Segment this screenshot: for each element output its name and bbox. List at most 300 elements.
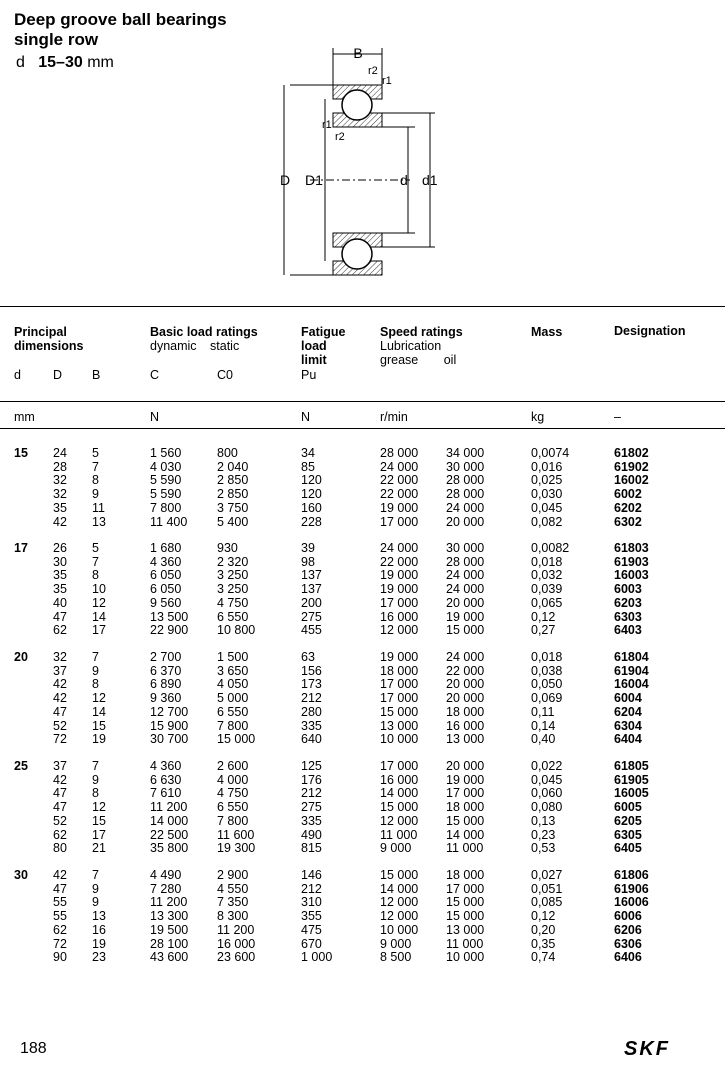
header-principal	[14, 325, 83, 353]
cell-C: 2 700	[150, 650, 182, 664]
subtitle-unit: mm	[87, 54, 114, 71]
cell-speed-grease: 17 000	[380, 595, 419, 610]
cell-B: 7	[92, 868, 99, 882]
cell-speed-grease: 24 000	[380, 541, 419, 555]
cell-mass: 0,0074	[531, 446, 570, 460]
cell-B: 5	[92, 541, 99, 555]
cell-C: 7 610	[150, 786, 182, 801]
cell-C: 9 360	[150, 691, 182, 706]
header-mass-label: Mass	[531, 325, 563, 339]
header-dimensions-label: dimensions	[14, 339, 84, 353]
cell-speed-oil: 24 000	[446, 500, 485, 515]
cell-C0: 7 800	[217, 813, 249, 828]
cell-mass: 0,060	[531, 786, 563, 801]
cell-Pu: 280	[301, 704, 322, 719]
cell-designation: 16002	[614, 473, 649, 488]
cell-B: 9	[92, 487, 99, 502]
cell-mass: 0,027	[531, 868, 563, 882]
cell-Pu: 212	[301, 881, 322, 896]
cell-designation: 61806	[614, 868, 649, 882]
cell-speed-oil: 28 000	[446, 473, 485, 488]
label-d: d	[400, 172, 408, 188]
cell-C: 6 370	[150, 663, 182, 678]
cell-B: 17	[92, 623, 106, 638]
cell-designation: 6305	[614, 827, 642, 842]
label-d1: d1	[422, 172, 438, 188]
cell-C0: 11 600	[217, 827, 255, 842]
cell-B: 9	[92, 881, 99, 896]
label-r2-top: r2	[368, 65, 378, 77]
cell-Pu: 160	[301, 500, 322, 515]
cell-speed-grease: 13 000	[380, 718, 419, 733]
cell-Pu: 335	[301, 813, 322, 828]
cell-B: 9	[92, 663, 99, 678]
table-rule	[0, 428, 725, 429]
cell-speed-oil: 18 000	[446, 868, 485, 882]
cell-speed-grease: 9 000	[380, 841, 412, 856]
cell-C: 43 600	[150, 950, 189, 965]
cell-C: 4 030	[150, 459, 182, 474]
cell-C: 1 680	[150, 541, 182, 555]
cell-Pu: 120	[301, 473, 322, 488]
cell-C0: 10 800	[217, 623, 256, 638]
label-r1-mid: r1	[322, 119, 332, 131]
cell-Pu: 275	[301, 609, 322, 624]
cell-designation: 6004	[614, 691, 642, 706]
cell-C: 22 900	[150, 623, 189, 638]
label-D: D	[280, 172, 291, 188]
cell-speed-oil: 20 000	[446, 759, 485, 773]
cell-D: 62	[53, 827, 67, 842]
header-oil-label: oil	[443, 353, 457, 367]
cell-Pu: 1 000	[301, 950, 333, 965]
cell-speed-grease: 22 000	[380, 473, 419, 488]
cell-speed-oil: 13 000	[446, 922, 485, 937]
cell-designation: 6203	[614, 595, 642, 610]
cell-C: 6 630	[150, 772, 182, 787]
sym-D: D	[53, 368, 63, 382]
cell-designation: 6204	[614, 704, 642, 719]
cell-mass: 0,27	[531, 623, 556, 638]
top-rule	[0, 306, 725, 307]
cell-D: 55	[53, 909, 67, 924]
cell-C0: 4 050	[217, 677, 249, 692]
header-designation	[614, 324, 686, 338]
cell-D: 52	[53, 718, 67, 733]
header-fatigue	[301, 325, 345, 367]
cell-designation: 6206	[614, 922, 642, 937]
sym-C0: C0	[217, 368, 233, 382]
cell-speed-grease: 12 000	[380, 813, 419, 828]
cell-C: 35 800	[150, 841, 189, 856]
cell-mass: 0,025	[531, 473, 563, 488]
title-line-1: Deep groove ball bearings	[14, 10, 227, 29]
subtitle-range: 15–30	[38, 54, 83, 71]
title-line-2: single row	[14, 30, 99, 49]
cell-C0: 15 000	[217, 732, 256, 747]
cell-B: 14	[92, 704, 106, 719]
cell-B: 9	[92, 895, 99, 910]
cell-D: 42	[53, 514, 67, 529]
cell-designation: 61803	[614, 541, 649, 555]
cell-C0: 3 750	[217, 500, 249, 515]
cell-mass: 0,0082	[531, 541, 570, 555]
cell-speed-grease: 10 000	[380, 732, 419, 747]
cell-B: 13	[92, 514, 106, 529]
cell-C0: 5 000	[217, 691, 249, 706]
cell-mass: 0,018	[531, 554, 563, 569]
cell-C0: 8 300	[217, 909, 249, 924]
cell-Pu: 63	[301, 650, 315, 664]
cell-C: 6 050	[150, 568, 182, 583]
cell-Pu: 34	[301, 446, 315, 460]
cell-B: 8	[92, 786, 99, 801]
cell-D: 47	[53, 800, 67, 815]
cell-mass: 0,069	[531, 691, 563, 706]
cell-designation: 6406	[614, 950, 642, 965]
cell-designation: 61802	[614, 446, 649, 460]
cell-Pu: 176	[301, 772, 322, 787]
cell-speed-grease: 9 000	[380, 936, 412, 951]
cell-speed-grease: 12 000	[380, 623, 419, 638]
cell-designation: 6202	[614, 500, 642, 515]
cell-speed-grease: 12 000	[380, 909, 419, 924]
cell-mass: 0,082	[531, 514, 563, 529]
cell-speed-oil: 15 000	[446, 623, 485, 638]
cell-D: 37	[53, 663, 67, 678]
cell-B: 7	[92, 459, 99, 474]
cell-C: 5 590	[150, 487, 182, 502]
unit-kg: kg	[531, 410, 545, 424]
cell-speed-oil: 19 000	[446, 772, 485, 787]
cell-C0: 1 500	[217, 650, 249, 664]
cell-B: 5	[92, 446, 99, 460]
cell-C0: 3 650	[217, 663, 249, 678]
cell-Pu: 815	[301, 841, 322, 856]
cell-mass: 0,35	[531, 936, 556, 951]
cell-Pu: 173	[301, 677, 322, 692]
label-r1-top: r1	[382, 75, 392, 87]
cell-C: 4 360	[150, 554, 182, 569]
cell-mass: 0,016	[531, 459, 563, 474]
cell-D: 32	[53, 487, 67, 502]
subtitle	[16, 54, 114, 72]
header-limit-label: limit	[301, 353, 327, 367]
cell-B: 8	[92, 568, 99, 583]
cell-speed-grease: 15 000	[380, 800, 419, 815]
cell-B: 12	[92, 595, 106, 610]
cell-B: 8	[92, 473, 99, 488]
cell-Pu: 98	[301, 554, 315, 569]
cell-Pu: 275	[301, 800, 322, 815]
cell-designation: 6002	[614, 487, 642, 502]
cell-C: 11 200	[150, 895, 188, 910]
cell-speed-oil: 22 000	[446, 663, 485, 678]
cell-Pu: 85	[301, 459, 315, 474]
cell-mass: 0,045	[531, 500, 563, 515]
cell-Pu: 455	[301, 623, 322, 638]
cell-C0: 2 600	[217, 759, 249, 773]
cell-speed-grease: 19 000	[380, 650, 419, 664]
cell-B: 21	[92, 841, 106, 856]
cell-designation: 6403	[614, 623, 642, 638]
cell-speed-oil: 18 000	[446, 704, 485, 719]
header-load-label: load	[301, 339, 327, 353]
cell-D: 32	[53, 473, 67, 488]
cell-mass: 0,045	[531, 772, 563, 787]
cell-C0: 4 750	[217, 595, 249, 610]
cell-C: 15 900	[150, 718, 189, 733]
cell-speed-grease: 17 000	[380, 759, 419, 773]
cell-speed-grease: 19 000	[380, 568, 419, 583]
cell-speed-grease: 19 000	[380, 582, 419, 597]
cell-speed-oil: 30 000	[446, 459, 485, 474]
cell-speed-grease: 17 000	[380, 514, 419, 529]
cell-speed-oil: 20 000	[446, 595, 485, 610]
cell-B: 7	[92, 650, 99, 664]
cell-mass: 0,13	[531, 813, 556, 828]
cell-mass: 0,74	[531, 950, 556, 965]
cell-Pu: 156	[301, 663, 322, 678]
cell-D: 72	[53, 936, 67, 951]
cell-C0: 4 000	[217, 772, 249, 787]
cell-mass: 0,085	[531, 895, 563, 910]
cell-mass: 0,12	[531, 909, 556, 924]
cell-C0: 930	[217, 541, 238, 555]
cell-Pu: 212	[301, 786, 322, 801]
unit-rmin: r/min	[380, 410, 408, 424]
cell-Pu: 228	[301, 514, 322, 529]
cell-Pu: 310	[301, 895, 322, 910]
unit-N-fatigue: N	[301, 410, 311, 424]
group-bore-d: 30	[14, 868, 28, 882]
cell-D: 40	[53, 595, 67, 610]
label-r2-mid: r2	[335, 131, 345, 143]
cell-C0: 800	[217, 446, 238, 460]
cell-C0: 6 550	[217, 609, 249, 624]
cell-speed-grease: 17 000	[380, 691, 419, 706]
cell-speed-oil: 20 000	[446, 677, 485, 692]
cell-C: 28 100	[150, 936, 189, 951]
cell-speed-oil: 11 000	[446, 936, 484, 951]
unit-N-load: N	[150, 410, 160, 424]
cell-C0: 2 040	[217, 459, 249, 474]
cell-B: 19	[92, 936, 106, 951]
sym-d: d	[14, 368, 21, 382]
cell-C0: 3 250	[217, 568, 249, 583]
cell-speed-oil: 19 000	[446, 609, 485, 624]
cell-Pu: 146	[301, 868, 322, 882]
cell-designation: 6306	[614, 936, 642, 951]
cell-C: 5 590	[150, 473, 182, 488]
cell-B: 9	[92, 772, 99, 787]
cell-mass: 0,23	[531, 827, 556, 842]
cell-D: 90	[53, 950, 67, 965]
cell-B: 7	[92, 759, 99, 773]
cell-speed-grease: 22 000	[380, 487, 419, 502]
cell-designation: 6304	[614, 718, 642, 733]
cell-D: 35	[53, 568, 67, 583]
cell-C0: 11 200	[217, 922, 255, 937]
cell-Pu: 125	[301, 759, 322, 773]
cell-speed-grease: 15 000	[380, 868, 419, 882]
cell-speed-oil: 24 000	[446, 568, 485, 583]
header-principal-label: Principal	[14, 325, 67, 339]
header-basic-load	[150, 325, 258, 353]
cell-C0: 6 550	[217, 800, 249, 815]
cell-speed-grease: 14 000	[380, 881, 419, 896]
cell-C0: 3 250	[217, 582, 249, 597]
cell-D: 28	[53, 459, 67, 474]
cell-designation: 61902	[614, 459, 649, 474]
cell-speed-grease: 16 000	[380, 772, 419, 787]
cell-C: 14 000	[150, 813, 189, 828]
header-lubrication-label: Lubrication	[380, 339, 442, 353]
cell-mass: 0,12	[531, 609, 556, 624]
cell-speed-oil: 15 000	[446, 895, 485, 910]
cell-B: 10	[92, 582, 106, 597]
cell-D: 30	[53, 554, 67, 569]
cell-speed-oil: 20 000	[446, 691, 485, 706]
cell-D: 80	[53, 841, 67, 856]
cell-designation: 61804	[614, 650, 649, 664]
cell-speed-oil: 18 000	[446, 800, 485, 815]
unit-dash: –	[614, 410, 621, 424]
cell-B: 16	[92, 922, 106, 937]
cell-C: 9 560	[150, 595, 182, 610]
cell-designation: 61904	[614, 663, 649, 678]
header-speed-label: Speed ratings	[380, 325, 463, 339]
cell-B: 12	[92, 800, 106, 815]
cell-D: 35	[53, 582, 67, 597]
cell-speed-grease: 11 000	[380, 827, 418, 842]
cell-mass: 0,051	[531, 881, 563, 896]
cell-D: 32	[53, 650, 67, 664]
cell-mass: 0,40	[531, 732, 556, 747]
cell-C0: 23 600	[217, 950, 256, 965]
header-dynamic-label: dynamic	[150, 339, 197, 353]
cell-speed-oil: 14 000	[446, 827, 485, 842]
cell-mass: 0,065	[531, 595, 563, 610]
header-fatigue-label: Fatigue	[301, 325, 346, 339]
cell-speed-grease: 24 000	[380, 459, 419, 474]
cell-mass: 0,14	[531, 718, 556, 733]
group-bore-d: 25	[14, 759, 28, 773]
cell-mass: 0,20	[531, 922, 556, 937]
header-mass	[531, 325, 562, 339]
sym-Pu: Pu	[301, 368, 317, 382]
cell-speed-oil: 28 000	[446, 487, 485, 502]
cell-designation: 61906	[614, 881, 649, 896]
cell-designation: 6005	[614, 800, 642, 815]
cell-Pu: 200	[301, 595, 322, 610]
cell-B: 13	[92, 909, 106, 924]
group-bore-d: 15	[14, 446, 28, 460]
cell-D: 24	[53, 446, 67, 460]
cell-speed-oil: 24 000	[446, 582, 485, 597]
cell-C: 6 050	[150, 582, 182, 597]
cell-designation: 16006	[614, 895, 649, 910]
cell-designation: 6303	[614, 609, 642, 624]
sym-C: C	[150, 368, 160, 382]
cell-designation: 6003	[614, 582, 642, 597]
header-static-label: static	[210, 339, 240, 353]
cell-B: 12	[92, 691, 106, 706]
cell-mass: 0,032	[531, 568, 563, 583]
cell-designation: 6405	[614, 841, 642, 856]
cell-mass: 0,53	[531, 841, 556, 856]
cell-D: 72	[53, 732, 67, 747]
cell-designation: 6302	[614, 514, 642, 529]
cell-Pu: 137	[301, 582, 322, 597]
cell-speed-oil: 28 000	[446, 554, 485, 569]
cell-speed-oil: 24 000	[446, 650, 485, 664]
cell-C0: 5 400	[217, 514, 249, 529]
cell-speed-oil: 13 000	[446, 732, 485, 747]
cell-C0: 19 300	[217, 841, 256, 856]
cell-speed-grease: 28 000	[380, 446, 419, 460]
cell-speed-oil: 34 000	[446, 446, 485, 460]
cell-B: 17	[92, 827, 106, 842]
cell-D: 47	[53, 704, 67, 719]
cell-speed-grease: 18 000	[380, 663, 419, 678]
cell-speed-oil: 10 000	[446, 950, 485, 965]
cell-Pu: 640	[301, 732, 322, 747]
cell-designation: 6404	[614, 732, 642, 747]
cell-C0: 7 350	[217, 895, 249, 910]
cell-C: 7 280	[150, 881, 182, 896]
cell-C: 13 500	[150, 609, 189, 624]
cell-D: 47	[53, 786, 67, 801]
page-number: 188	[20, 1040, 47, 1057]
cell-mass: 0,030	[531, 487, 563, 502]
cell-C0: 7 800	[217, 718, 249, 733]
subtitle-d: d	[16, 54, 25, 71]
cell-designation: 6205	[614, 813, 642, 828]
cell-D: 62	[53, 623, 67, 638]
cell-designation: 6006	[614, 909, 642, 924]
cell-Pu: 120	[301, 487, 322, 502]
cell-C0: 2 320	[217, 554, 249, 569]
cell-D: 47	[53, 609, 67, 624]
cell-speed-grease: 14 000	[380, 786, 419, 801]
cell-speed-grease: 8 500	[380, 950, 412, 965]
cell-C: 22 500	[150, 827, 189, 842]
cell-C: 13 300	[150, 909, 189, 924]
cell-speed-oil: 17 000	[446, 881, 485, 896]
label-D1: D1	[305, 172, 323, 188]
cell-B: 15	[92, 813, 106, 828]
cell-speed-grease: 22 000	[380, 554, 419, 569]
cell-mass: 0,11	[531, 704, 555, 719]
cell-C: 11 200	[150, 800, 188, 815]
header-grease-label: grease	[380, 353, 419, 367]
cell-C0: 16 000	[217, 936, 256, 951]
cell-speed-grease: 12 000	[380, 895, 419, 910]
cell-speed-oil: 15 000	[446, 909, 485, 924]
cell-D: 62	[53, 922, 67, 937]
cell-Pu: 670	[301, 936, 322, 951]
cell-mass: 0,018	[531, 650, 563, 664]
cell-speed-oil: 11 000	[446, 841, 484, 856]
cell-speed-oil: 17 000	[446, 786, 485, 801]
cell-designation: 61905	[614, 772, 649, 787]
cell-mass: 0,038	[531, 663, 563, 678]
cell-speed-grease: 17 000	[380, 677, 419, 692]
cell-C: 11 400	[150, 514, 188, 529]
cell-designation: 16003	[614, 568, 649, 583]
cell-Pu: 475	[301, 922, 322, 937]
